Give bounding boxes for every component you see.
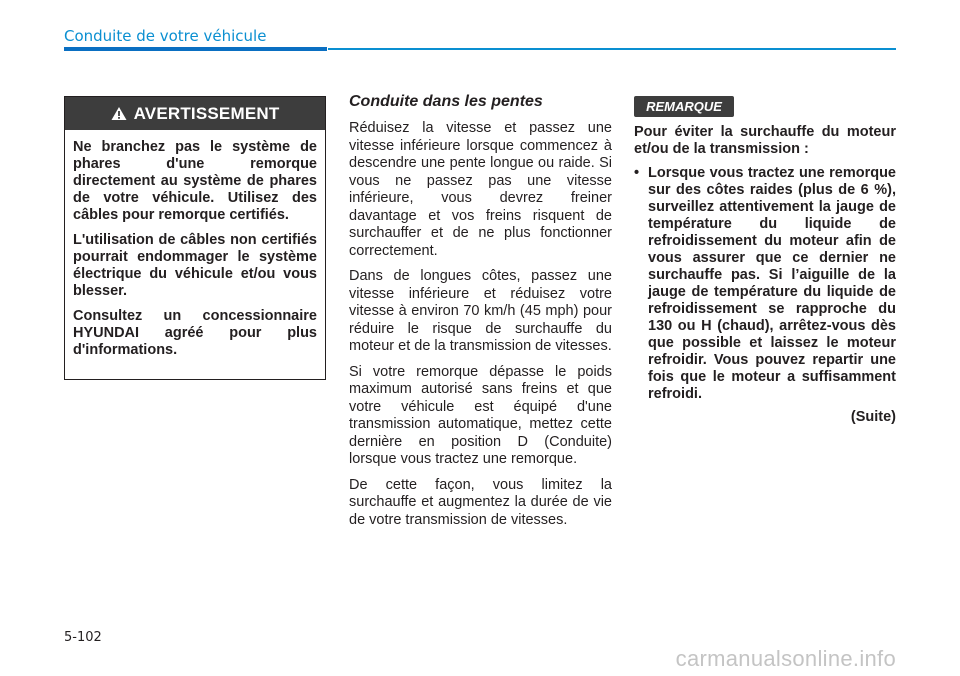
watermark: carmanualsonline.info bbox=[675, 646, 896, 671]
note-bullet bbox=[634, 165, 896, 403]
section-title: Conduite dans les pentes bbox=[349, 93, 543, 110]
header-rule bbox=[328, 48, 896, 50]
section-paragraph: De cette façon, vous limitez la surchauffe et augmentez la durée de vie de votre transmission de vitesses. bbox=[349, 476, 612, 528]
warning-paragraph: Ne branchez pas le système de phares d'une remorque directement au système de phares de votre véhicule. Utilisez des câbles pour remorque certifiés. bbox=[73, 139, 317, 223]
bullet-dot: • bbox=[634, 165, 640, 181]
section-column bbox=[349, 93, 612, 537]
section-paragraph: Réduisez la vitesse et passez une vitesse inférieure lorsque commencez à descendre une pente longue ou raide. Si vous ne passez pas une vitesse inférieure, vous devrez freiner davantage et vos freins risquent de surchauffer et de ne plus fonctionner correctement. bbox=[349, 120, 612, 259]
warning-paragraph: L'utilisation de câbles non certifiés pourrait endommager le système électrique du véhicule et/ou vous blesser. bbox=[73, 232, 317, 299]
note-intro: Pour éviter la surchauffe du moteur et/ou de la transmission : bbox=[634, 124, 896, 157]
warning-paragraph: Consultez un concessionnaire HYUNDAI agréé pour plus d'informations. bbox=[73, 308, 317, 358]
header-accent-bar bbox=[64, 47, 327, 51]
warning-triangle-icon bbox=[111, 106, 127, 121]
note-bullet-text: Lorsque vous tractez une remorque sur des côtes raides (plus de 6 %), surveillez attentivement la jauge de température du liquide de refroidissement du moteur afin de vous assurer que ce dernier ne surchauffe pas. Si l’aiguille de la jauge de température du liquide de refroidissement se rapproche du 130 ou H (chaud), arrêtez-vous dès que possible et laissez le moteur refroidir. Vous pouvez repartir une fois que le moteur a suffisamment refroidi. bbox=[648, 165, 896, 402]
warning-body bbox=[65, 130, 325, 359]
chapter-title: Conduite de votre véhicule bbox=[64, 27, 267, 45]
page-number: 5-102 bbox=[64, 630, 102, 645]
continued-label: (Suite) bbox=[850, 409, 896, 425]
section-paragraph: Dans de longues côtes, passez une vitesse inférieure et réduisez votre vitesse à environ 70 km/h (45 mph) pour réduire le risque de surchauffe du moteur et de la transmission de vitesses. bbox=[349, 268, 612, 354]
warning-box bbox=[64, 96, 326, 380]
warning-title: AVERTISSEMENT bbox=[133, 103, 280, 123]
note-badge: REMARQUE bbox=[634, 96, 734, 117]
warning-header bbox=[65, 97, 325, 130]
note-column bbox=[634, 124, 896, 425]
section-paragraph: Si votre remorque dépasse le poids maximum autorisé sans freins et que votre véhicule est équipé d'une transmission automatique, mettez cette dernière en position D (Conduite) lorsque vous tractez une remorque. bbox=[349, 363, 612, 467]
